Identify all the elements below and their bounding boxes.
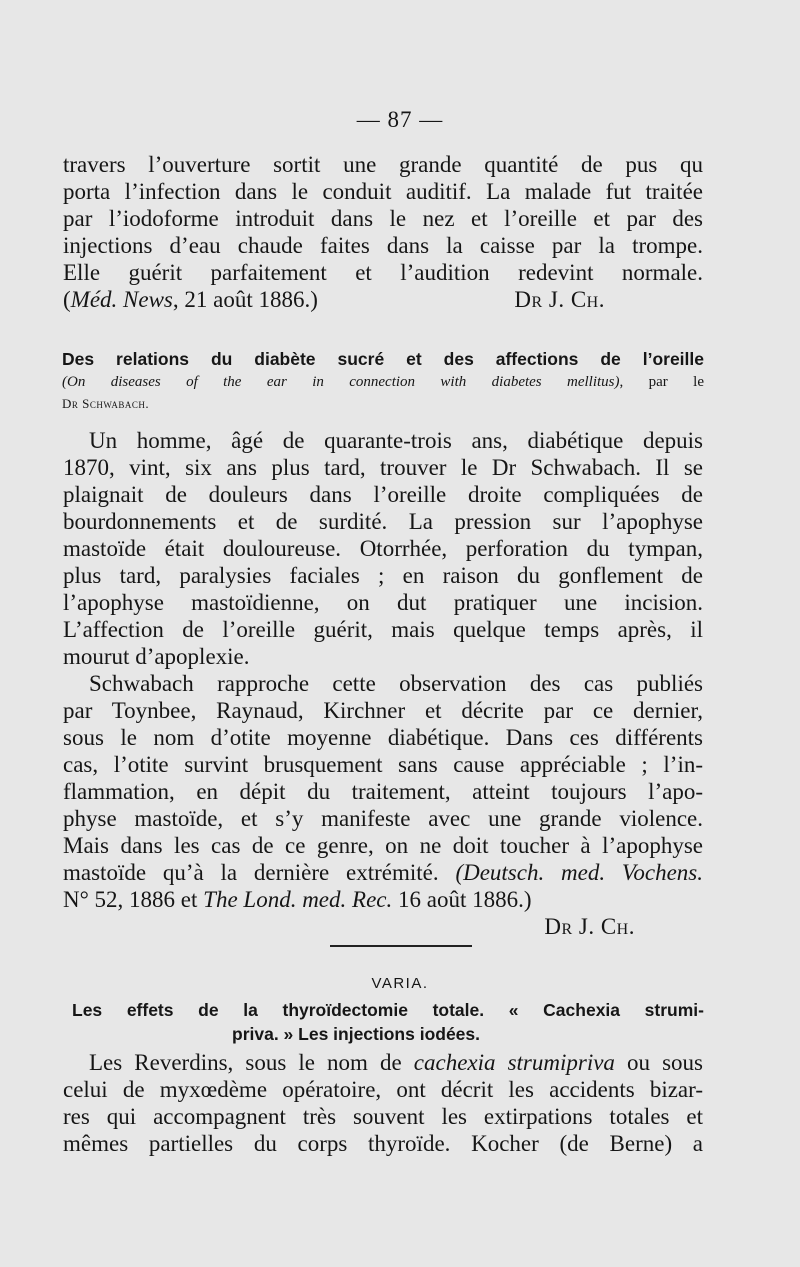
text-line xyxy=(63,859,703,886)
signature: Dr J. Ch. xyxy=(514,287,605,312)
citation-open: ( xyxy=(63,287,71,312)
text-segment: Les Reverdins, sous le nom de xyxy=(89,1050,414,1075)
text-line: cas, l’otite survint brusquement sans cause appréciable ; l’in- xyxy=(63,752,703,777)
article-subtitle-italic: (On diseases of the ear in connection with diabetes mellitus) xyxy=(62,374,620,390)
section-divider xyxy=(330,945,472,947)
citation-journal: The Lond. med. Rec. xyxy=(203,887,393,912)
text-line: Elle guérit parfaitement et l’audition redevint normale. xyxy=(63,260,703,285)
text-segment: 16 août 1886.) xyxy=(392,887,532,912)
varia-title xyxy=(72,998,704,1046)
article-subtitle-rest: , par le xyxy=(619,374,704,390)
varia-title-line: priva. » Les injections iodées. xyxy=(232,1024,481,1044)
article-author: Dr Schwabach. xyxy=(62,396,150,411)
text-segment: mastoïde qu’à la dernière extrémité. xyxy=(63,860,456,885)
text-line: mêmes partielles du corps thyroïde. Kocher (de Berne) a xyxy=(63,1131,703,1156)
text-line: mourut d’apoplexie. xyxy=(63,644,250,669)
text-line: res qui accompagnent très souvent les extirpations totales et xyxy=(63,1104,703,1129)
varia-heading: VARIA. xyxy=(371,975,429,992)
text-line: 1870, vint, six ans plus tard, trouver le Dr Schwabach. Il se xyxy=(63,455,703,480)
signature: Dr J. Ch. xyxy=(544,914,635,939)
text-line: par Toynbee, Raynaud, Kirchner et décrite par ce dernier, xyxy=(63,698,703,723)
text-line: Un homme, âgé de quarante-trois ans, diabétique depuis xyxy=(89,428,703,453)
citation-line xyxy=(63,286,703,313)
text-line: injections d’eau chaude faites dans la caisse par la trompe. xyxy=(63,233,703,258)
text-segment: ou sous xyxy=(614,1050,703,1075)
varia-title-line: Les effets de la thyroïdectomie totale. « Cachexia strumi- xyxy=(72,1000,704,1020)
varia-body xyxy=(63,1049,703,1157)
text-line: physe mastoïde, et s’y manifeste avec une grande violence. xyxy=(63,806,703,831)
text-line xyxy=(63,886,703,913)
text-segment: N° 52, 1886 et xyxy=(63,887,204,912)
citation-journal: (Deutsch. med. Vochens. xyxy=(455,860,703,885)
text-line: flammation, en dépit du traitement, atteint toujours l’apo- xyxy=(63,779,703,804)
section-continuation xyxy=(63,151,703,313)
text-line: porta l’infection dans le conduit auditif. La malade fut traitée xyxy=(63,179,703,204)
citation-journal: Méd. News xyxy=(70,287,173,312)
text-line: plaignait de douleurs dans l’oreille droite compliquées de xyxy=(63,482,703,507)
text-line: sous le nom d’otite moyenne diabétique. Dans ces différents xyxy=(63,725,703,750)
citation-rest: , 21 août 1886.) xyxy=(172,287,318,312)
text-line: par l’iodoforme introduit dans le nez et l’oreille et par des xyxy=(63,206,703,231)
text-line: plus tard, paralysies faciales ; en raison du gonflement de xyxy=(63,563,703,588)
text-line: Schwabach rapproche cette observation des cas publiés xyxy=(89,671,703,696)
text-line xyxy=(63,1049,703,1076)
page-number: — 87 — xyxy=(356,107,444,132)
text-line: l’apophyse mastoïdienne, on dut pratiquer une incision. xyxy=(63,590,703,615)
article-title: Des relations du diabète sucré et des affections de l’oreille xyxy=(62,349,704,369)
text-line: bourdonnements et de surdité. La pression sur l’apophyse xyxy=(63,509,703,534)
text-line: Mais dans les cas de ce genre, on ne doit toucher à l’apophyse xyxy=(63,833,703,858)
article-body xyxy=(63,427,703,940)
article-subtitle xyxy=(62,371,704,393)
text-line: mastoïde était douloureuse. Otorrhée, perforation du tympan, xyxy=(63,536,703,561)
article-diabetes xyxy=(62,347,704,415)
text-line: L’affection de l’oreille guérit, mais quelque temps après, il xyxy=(63,617,703,642)
italic-term: cachexia strumipriva xyxy=(413,1050,615,1075)
text-line: travers l’ouverture sortit une grande quantité de pus qu xyxy=(63,152,703,177)
text-line: celui de myxœdème opératoire, ont décrit les accidents bizar- xyxy=(63,1077,703,1102)
